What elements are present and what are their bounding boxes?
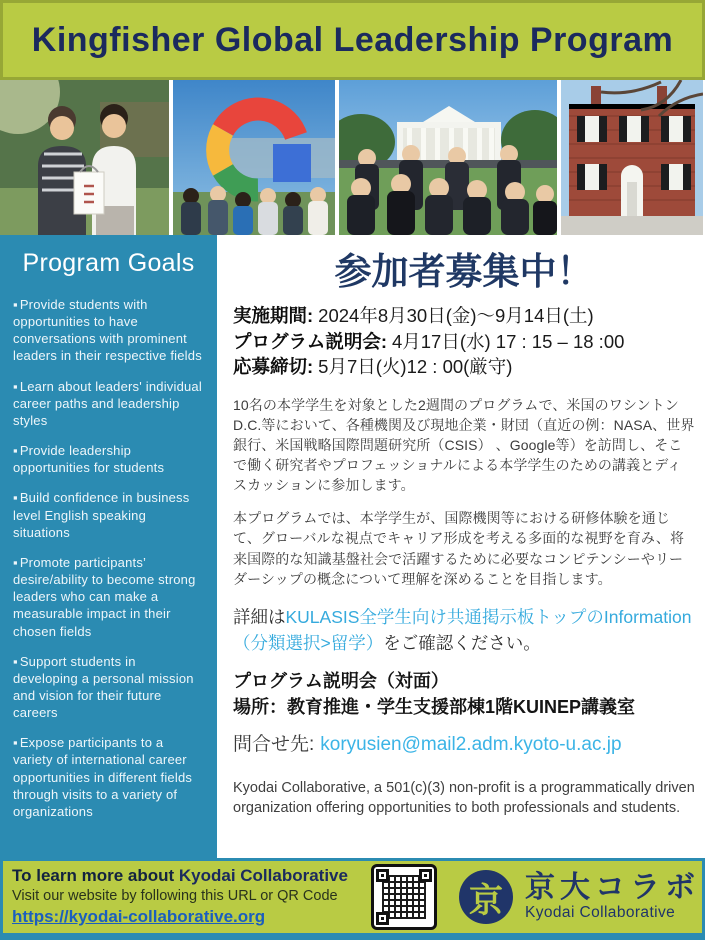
- program-description-paragraph: 10名の本学学生を対象とした2週間のプログラムで、米国のワシントンD.C.等において、各種機関及び現地企業・財団（直近の例：NASA、世界銀行、米国戦略国際問題研究所（CSIS） 、Google等）を訪問し、そこで働く研究者やプロフェッショナルによる本学学生のための講義とディスカッションに参加します。: [233, 396, 695, 494]
- details-suffix: をご確認ください。: [383, 633, 541, 654]
- footer-learn-more-prefix: To learn more about: [12, 866, 179, 886]
- qr-code: [371, 864, 437, 930]
- schedule-period-value: 2024年8月30日(金)～9月14日(土): [318, 305, 594, 326]
- schedule-briefing-label: プログラム説明会:: [233, 330, 387, 352]
- photo-strip: [0, 80, 705, 235]
- schedule-briefing-value: 4月17日(水) 17 : 15 – 18 :00: [391, 330, 625, 352]
- photo-google-campus-group: [173, 80, 335, 235]
- footer-inner: [3, 861, 702, 933]
- qr-finder-top-right: [419, 869, 432, 882]
- schedule-period: [233, 303, 695, 329]
- schedule-deadline: [233, 354, 695, 380]
- footer-learn-more-line: [12, 865, 371, 886]
- details-line: [233, 604, 695, 657]
- sidebar-program-goals: [0, 235, 217, 858]
- recruiting-headline: 参加者募集中！: [334, 251, 594, 292]
- sidebar-title: Program Goals: [22, 249, 195, 277]
- briefing-session-location: 場所：教育推進・学生支援部棟1階KUINEP講義室: [233, 696, 636, 717]
- kyodai-logo-group: [459, 870, 700, 924]
- schedule-deadline-value: 5月7日(火)12 : 00(厳守): [318, 356, 513, 378]
- photo-brick-building: [561, 80, 703, 235]
- goal-item-career-paths: ▪ Learn about leaders' individual career paths and leadership styles: [13, 378, 204, 429]
- footer-text-block: [3, 865, 371, 928]
- kyodai-logo-japanese: 京大コラボ: [525, 871, 700, 905]
- main-content: [217, 235, 705, 858]
- header-banner: [0, 0, 705, 80]
- goal-item-leadership-opportunities: ▪ Provide leadership opportunities for students: [13, 442, 204, 476]
- about-kyodai-paragraph: Kyodai Collaborative, a 501(c)(3) non-profit is a programmatically driven organization offering opportunities to both professionals and students.: [233, 779, 695, 817]
- program-purpose-paragraph: 本プログラムでは、本学学生が、国際機関等における研修体験を通じて、グローバルな視点でキャリア形成を考える多面的な視野を育み、将来国際的な知識基盤社会で活躍するために必要なコンピテンシーやリーダーシップの概念について理解を深めることを目指します。: [233, 510, 685, 587]
- schedule-briefing: [233, 329, 695, 355]
- footer-bar: [0, 858, 705, 940]
- goal-item-english-confidence: ▪ Build confidence in business level English speaking situations: [13, 489, 204, 540]
- goal-item-personal-mission: ▪ Support students in developing a personal mission and vision for their future careers: [13, 653, 204, 722]
- briefing-session-block: [233, 669, 695, 719]
- briefing-session-title: プログラム説明会（対面）: [233, 671, 449, 692]
- contact-line: [233, 729, 695, 756]
- kyodai-logo-text: [525, 872, 700, 922]
- brick-building-illustration: [561, 80, 703, 235]
- page-title: Kingfisher Global Leadership Program: [31, 20, 674, 59]
- contact-email-link[interactable]: koryusien@mail2.adm.kyoto-u.ac.jp: [320, 733, 622, 755]
- footer-brand-name: Kyodai Collaborative: [178, 866, 348, 886]
- qr-finder-top-left: [376, 869, 389, 882]
- schedule-deadline-label: 応募締切:: [233, 356, 314, 378]
- photo-white-house-group: [339, 80, 557, 235]
- schedule-period-label: 実施期間:: [233, 305, 314, 326]
- google-campus-illustration: [173, 80, 335, 235]
- goal-item-promote-desire: ▪ Promote participants’ desire/ability to become strong leaders who can make a measurable impact in their chosen fields: [13, 554, 204, 640]
- qr-finder-bottom-left: [376, 912, 389, 925]
- photo-gift-exchange: [0, 80, 169, 235]
- kulasis-link[interactable]: KULASIS全学生向け共通掲示板トップのInformation（分類選択>留学）: [233, 606, 692, 654]
- goal-item-career-exposure: ▪ Expose participants to a variety of international career opportunities in different fields through visits to a variety of organizations: [13, 734, 204, 820]
- footer-visit-line: Visit our website by following this URL or QR Code: [12, 887, 338, 904]
- contact-label: 問合せ先:: [233, 733, 315, 755]
- kyodai-logo-mark-icon: 京: [459, 870, 513, 924]
- details-prefix: 詳細は: [233, 606, 286, 627]
- footer-website-link[interactable]: https://kyodai-collaborative.org: [12, 906, 266, 926]
- gift-exchange-illustration: [0, 80, 169, 235]
- goal-item-conversations: ▪ Provide students with opportunities to have conversations with prominent leaders in their respective fields: [13, 296, 204, 365]
- kyodai-logo-english: Kyodai Collaborative: [525, 903, 676, 921]
- white-house-illustration: [339, 80, 557, 235]
